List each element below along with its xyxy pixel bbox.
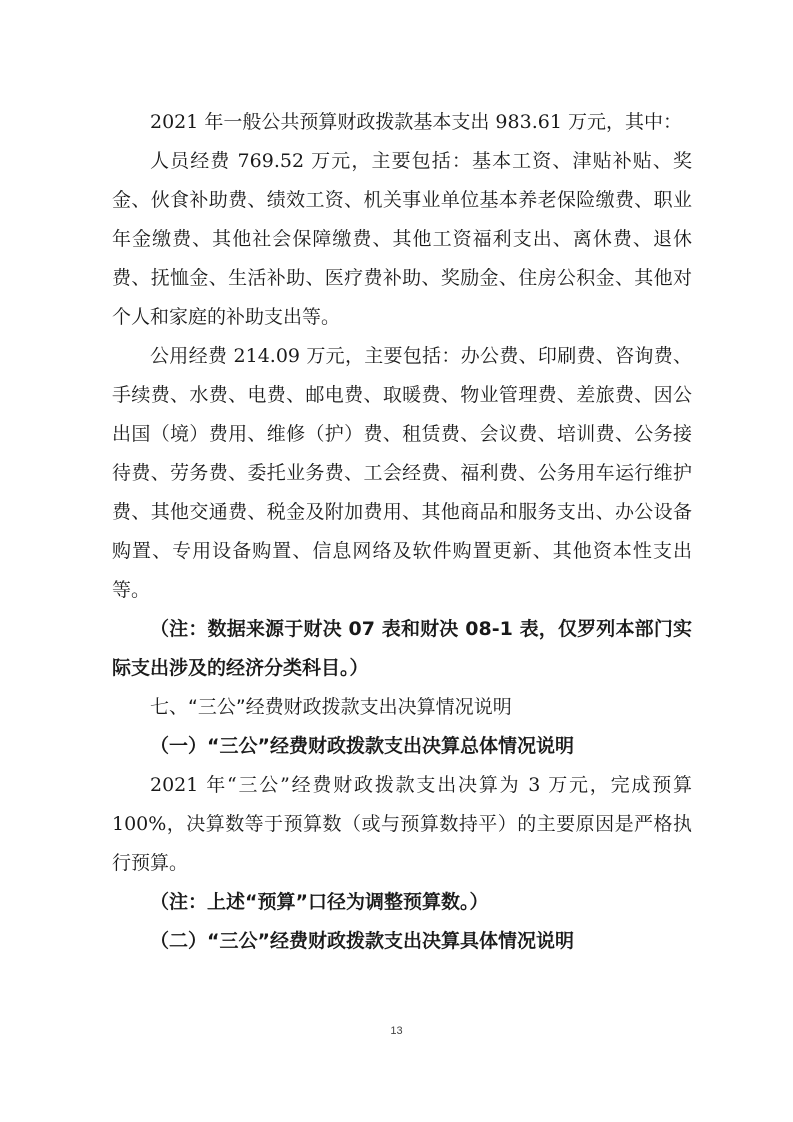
page-number: 13 [390, 1025, 403, 1037]
data-source-note: （注：数据来源于财决 07 表和财决 08-1 表，仅罗列本部门实际支出涉及的经济分类科目。） [112, 618, 692, 679]
subsection-heading-one: （一）“三公”经费财政拨款支出决算总体情况说明 [150, 735, 574, 757]
section-heading-seven: 七、“三公”经费财政拨款支出决算情况说明 [150, 696, 512, 718]
document-body [112, 103, 692, 961]
basic-expenditure-paragraph: 2021 年一般公共预算财政拨款基本支出 983.61 万元，其中： [150, 111, 682, 133]
public-expenditure-paragraph: 公用经费 214.09 万元，主要包括：办公费、印刷费、咨询费、手续费、水费、电费、邮电费、取暖费、物业管理费、差旅费、因公出国（境）费用、维修（护）费、租赁费、会议费、培训费、公务接待费、劳务费、委托业务费、工会经费、福利费、公务用车运行维护费、其他交通费、税金及附加费用、其他商品和服务支出、办公设备购置、专用设备购置、信息网络及软件购置更新、其他资本性支出等。 [112, 345, 692, 601]
subsection-heading-two: （二）“三公”经费财政拨款支出决算具体情况说明 [150, 930, 574, 952]
three-public-expenses-paragraph: 2021 年“三公”经费财政拨款支出决算为 3 万元，完成预算 100%，决算数等于预算数（或与预算数持平）的主要原因是严格执行预算。 [112, 774, 692, 874]
personnel-expenditure-paragraph: 人员经费 769.52 万元，主要包括：基本工资、津贴补贴、奖金、伙食补助费、绩效工资、机关事业单位基本养老保险缴费、职业年金缴费、其他社会保障缴费、其他工资福利支出、离休费、退休费、抚恤金、生活补助、医疗费补助、奖励金、住房公积金、其他对个人和家庭的补助支出等。 [112, 150, 692, 328]
budget-scope-note: （注：上述“预算”口径为调整预算数。） [150, 891, 489, 913]
